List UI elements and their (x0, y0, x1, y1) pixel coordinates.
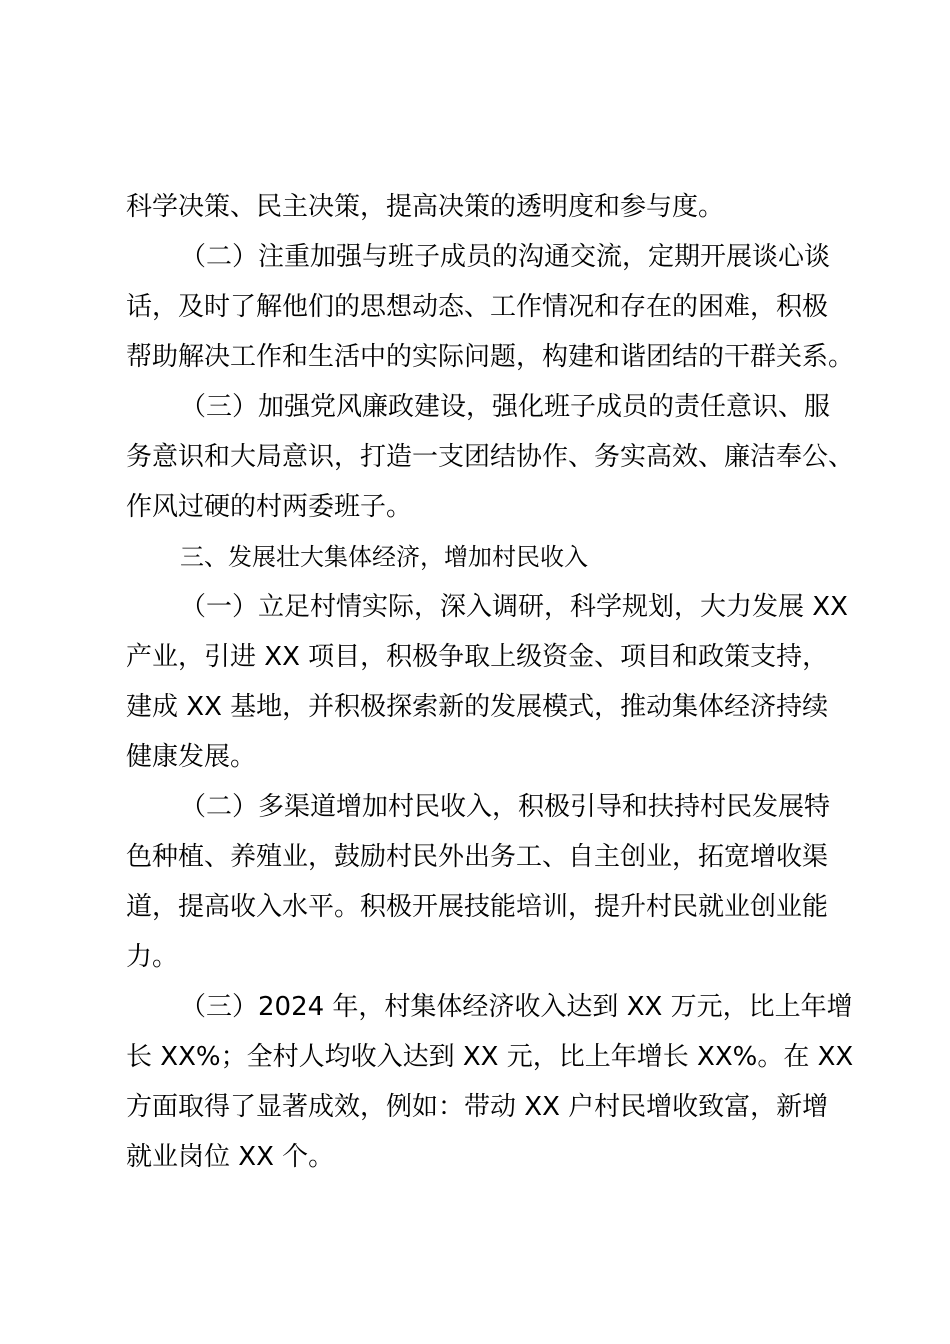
text-line: 方面取得了显著成效，例如：带动 XX 户村民增收致富，新增 (126, 1092, 829, 1122)
paragraph-first-line: （三）加强党风廉政建设，强化班子成员的责任意识、服 (180, 392, 831, 422)
text-line: 帮助解决工作和生活中的实际问题，构建和谐团结的干群关系。 (126, 342, 855, 372)
text-line: 就业岗位 XX 个。 (126, 1142, 335, 1172)
text-line: 道，提高收入水平。积极开展技能培训，提升村民就业创业能 (126, 892, 829, 922)
text-line: 建成 XX 基地，并积极探索新的发展模式，推动集体经济持续 (126, 692, 829, 722)
text-line: 话，及时了解他们的思想动态、工作情况和存在的困难，积极 (126, 292, 829, 322)
text-line: 健康发展。 (126, 742, 257, 772)
text-line: 力。 (126, 942, 179, 972)
paragraph-first-line: （二）注重加强与班子成员的沟通交流，定期开展谈心谈 (180, 242, 831, 272)
text-line: 科学决策、民主决策，提高决策的透明度和参与度。 (126, 192, 725, 222)
text-line: 色种植、养殖业，鼓励村民外出务工、自主创业，拓宽增收渠 (126, 842, 829, 872)
text-line: 务意识和大局意识，打造一支团结协作、务实高效、廉洁奉公、 (126, 442, 855, 472)
text-line: 产业，引进 XX 项目，积极争取上级资金、项目和政策支持， (126, 642, 829, 672)
paragraph-first-line: （三）2024 年，村集体经济收入达到 XX 万元，比上年增 (180, 992, 853, 1022)
section-heading: 三、发展壮大集体经济，增加村民收入 (180, 543, 588, 571)
body-text (126, 182, 855, 1182)
paragraph-first-line: （一）立足村情实际，深入调研，科学规划，大力发展 XX (180, 592, 848, 622)
text-line: 长 XX%；全村人均收入达到 XX 元，比上年增长 XX%。在 XX (126, 1042, 854, 1072)
text-line: 作风过硬的村两委班子。 (126, 492, 413, 522)
paragraph-first-line: （二）多渠道增加村民收入，积极引导和扶持村民发展特 (180, 792, 831, 822)
